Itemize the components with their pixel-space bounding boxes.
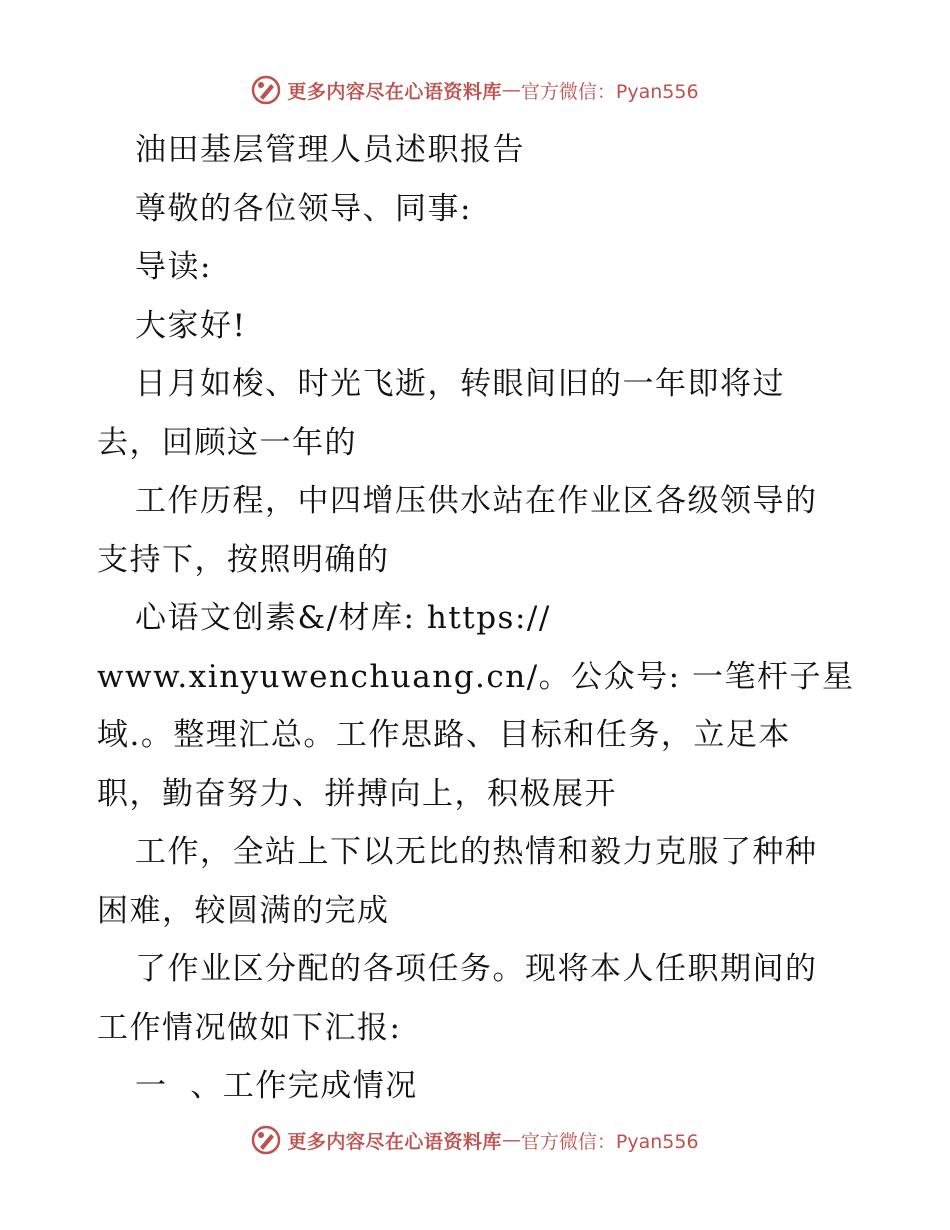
doc-line: 了作业区分配的各项任务。现将本人任职期间的 (135, 951, 818, 987)
pen-logo-icon (251, 1125, 281, 1155)
doc-line: 工作，全站上下以无比的热情和毅力克服了种种 (135, 834, 818, 870)
banner-dash: — (501, 79, 521, 101)
banner-wechat-text: 官方微信：Pyan556 (520, 1130, 699, 1153)
footer-banner (0, 1120, 950, 1160)
doc-line: 心语文创素&/材库: https:// (135, 600, 551, 636)
header-banner (0, 70, 950, 110)
doc-line: www.xinyuwenchuang.cn/。公众号: 一笔杆子星 (97, 658, 855, 695)
doc-line: 工作情况做如下汇报: (97, 1009, 402, 1046)
banner-brand-text: 更多内容尽在心语资料库 (287, 80, 502, 103)
doc-line: 职，勤奋努力、拼搏向上，积极展开 (97, 775, 617, 812)
doc-section-heading: 一 、工作完成情况 (135, 1068, 418, 1104)
doc-line: 日月如梭、时光飞逝，转眼间旧的一年即将过 (135, 366, 785, 402)
doc-greeting: 尊敬的各位领导、同事: (135, 190, 472, 227)
banner-dash: — (501, 1129, 521, 1151)
document-body (97, 121, 857, 1116)
doc-line: 工作历程，中四增压供水站在作业区各级领导的 (135, 483, 818, 519)
doc-line: 大家好! (135, 307, 247, 344)
doc-line: 支持下，按照明确的 (97, 541, 390, 578)
pen-logo-icon (251, 75, 281, 105)
doc-line: 导读: (135, 249, 212, 285)
doc-line: 域.。整理汇总。工作思路、目标和任务，立足本 (97, 717, 791, 753)
doc-line: 困难，较圆满的完成 (97, 892, 390, 929)
banner-brand-text: 更多内容尽在心语资料库 (287, 1130, 502, 1153)
doc-line: 去，回顾这一年的 (97, 424, 357, 461)
banner-wechat-text: 官方微信：Pyan556 (520, 80, 699, 103)
doc-title: 油田基层管理人员述职报告 (135, 132, 525, 168)
